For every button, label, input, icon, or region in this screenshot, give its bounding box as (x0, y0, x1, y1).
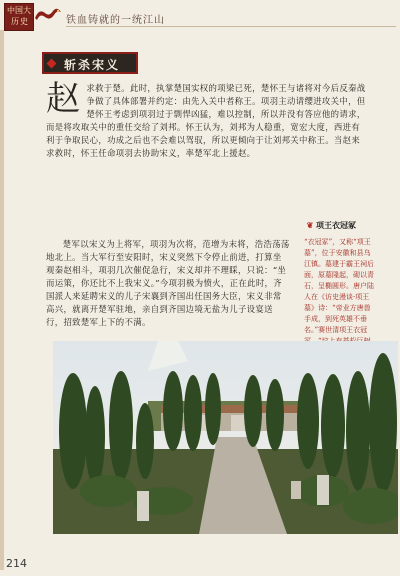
paragraph-1-text: 求救于楚。此时，执掌楚国实权的项梁已死，楚怀王与诸将对今后反秦战争做了具体部署并约定：由先入关中者称王。项羽主动请缨进攻关中，但楚怀王考虑到项羽过于剽悍凶猛，难以控制，所以并没有答应他的请求，而是将攻取关中的重任交给了刘邦。怀王认为，刘邦为人稳重，宽宏大度，西进有利于争取民心，功成之后也不会难以驾驭，所以更倾向于让刘邦关中称王。当赵来求救时，怀王任命项羽去协助宋义，率楚军北上援赵。 (46, 83, 366, 158)
drop-cap: 赵 (46, 79, 81, 119)
caption-text: “衣冠冢”，又称“项王墓”，位于安徽和县乌江镇。墓建于霸王祠后面，原墓隆起，砌以青石，呈椭圆形。唐户陆人在《访史漫谈·项王墓》诗：“帝业方唐兽手成，到死英雄不垂名。”赛世清项王衣冠 (304, 238, 374, 334)
fleuron-icon: ❦ (306, 220, 314, 230)
header-rule (66, 26, 396, 27)
section-title-banner (42, 52, 138, 74)
book-logo (4, 3, 34, 31)
logo-char: 国 (15, 6, 23, 15)
caption-title-text: 项王衣冠冢 (316, 220, 356, 230)
logo-char: 历 (11, 17, 19, 26)
tomb-photo (53, 341, 398, 534)
page-number: 214 (6, 557, 27, 570)
logo-char: 中 (7, 6, 15, 15)
page-edge-strip (0, 30, 4, 570)
diamond-bullet-icon (47, 59, 57, 69)
dragon-ornament-icon (33, 4, 63, 26)
logo-char: 史 (20, 17, 28, 26)
paragraph-1 (46, 79, 368, 160)
logo-char: 大 (23, 6, 31, 15)
section-title: 斩杀宋义 (64, 58, 121, 72)
caption-title (304, 220, 376, 231)
page-header (0, 0, 400, 30)
running-header-title: 铁血铸就的一统江山 (66, 15, 165, 26)
paragraph-2: 楚军以宋义为上将军，项羽为次将，范增为末将，浩浩荡荡地北上。当大军行至安阳时，宋义突然下令停止前进，打算坐观秦赵相斗，项羽几次催促急行，宋义却并不理睬，只说：“坐而运策，你还比不上我宋义。”今项羽极为愤火，正在此时，齐国派人来延聘宋义的儿子宋襄到齐国出任国务大臣，宋义非常高兴，就离开楚军驻地，亲自到齐国边境无盐为儿子设宴送行，招致楚军上下的不满。 (46, 239, 290, 327)
